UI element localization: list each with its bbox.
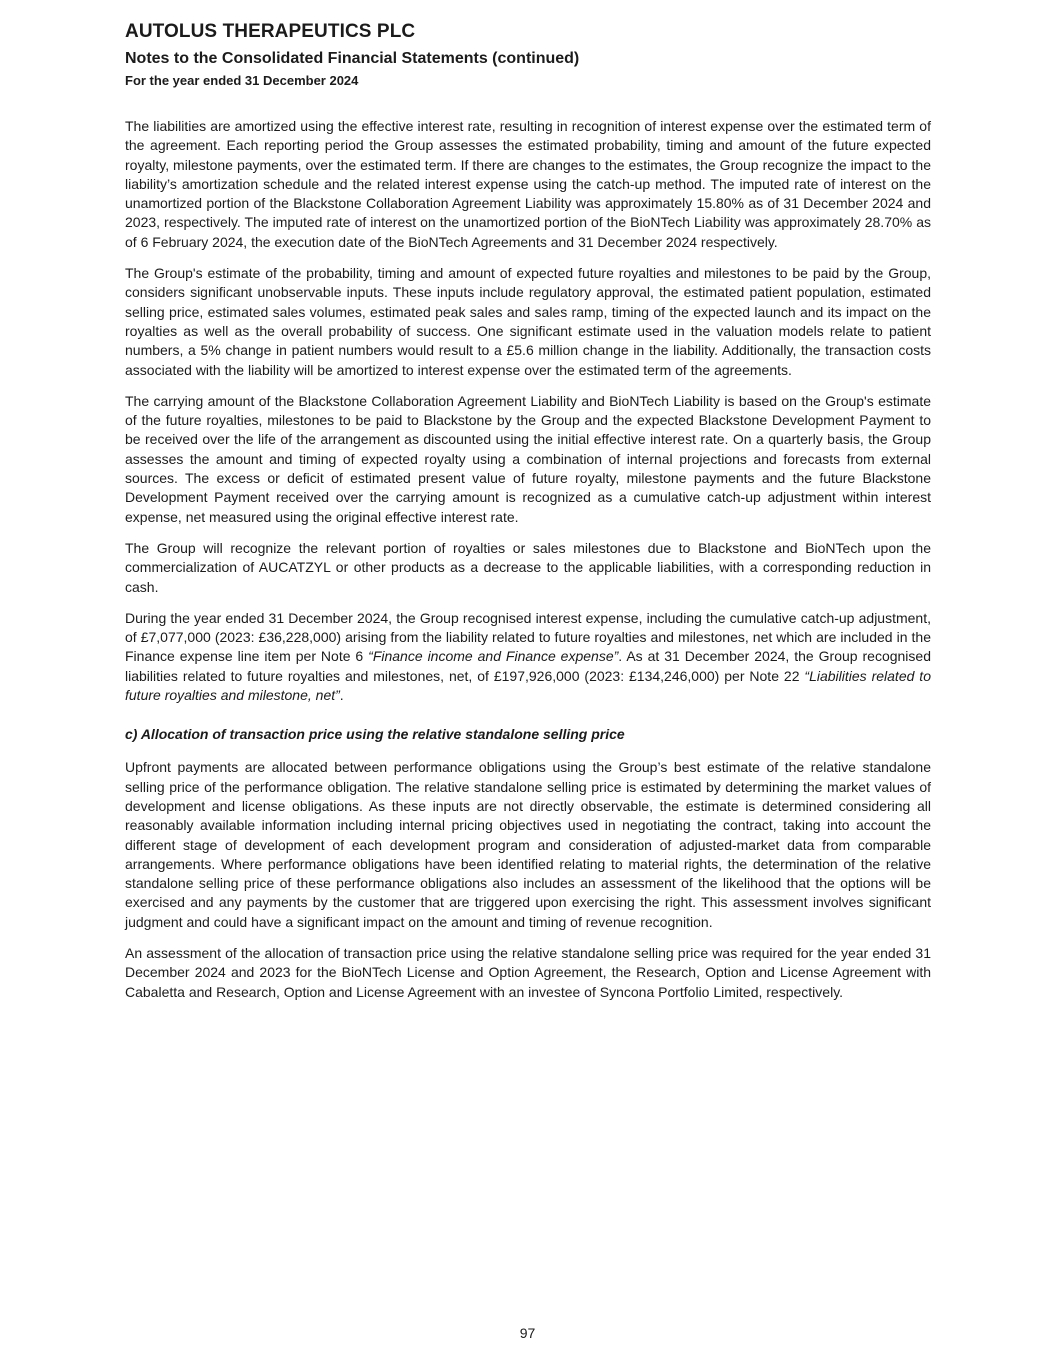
paragraph-amortization-interest-rate: The liabilities are amortized using the effective interest rate, resulting in recognition of interest expense over the estimated term of the agreement. Each reporting period the Group assesses the estimated probability, timing and amount of the future expected royalty, milestone payments, over the estimated term. If there are changes to the estimates, the Group recognize the impact to the liability’s amortization schedule and the related interest expense using the catch-up method. The imputed rate of interest on the unamortized portion of the Blackstone Collaboration Agreement Liability was approximately 15.80% as of 31 December 2024 and 2023, respectively. The imputed rate of interest on the unamortized portion of the BioNTech Liability was approximately 28.70% as of 6 February 2024, the execution date of the BioNTech Agreements and 31 December 2024 respectively. [125, 118, 931, 250]
paragraph-royalties-recognition: The Group will recognize the relevant portion of royalties or sales milestones due to Blackstone and BioNTech upon the commercialization of AUCATZYL or other products as a decrease to the applicable liabilities, with a corresponding reduction in cash. [125, 539, 931, 595]
company-name: AUTOLUS THERAPEUTICS PLC [125, 21, 416, 42]
document-body [125, 117, 931, 1002]
paragraph-unobservable-inputs: The Group's estimate of the probability, timing and amount of expected future royalties and milestones to be paid by the Group, considers significant unobservable inputs. These inputs include regulatory approval, the estimated patient population, estimated selling price, estimated sales volumes, estimated peak sales and sales ramp, timing of the expected launch and its impact on the royalties as well as the overall probability of success. One significant estimate used in the valuation models relate to patient numbers, a 5% change in patient numbers would result to a £5.6 million change in the liability. Additionally, the transaction costs associated with the liability will be amortized to interest expense over the estimated term of the agreements. [125, 265, 931, 378]
text-run: During the year ended 31 December 2024, the Group recognised interest expense, including the cumulative catch-up adjustment, of £7,077,000 (2023: £36,228,000) arising from the liability related to future royalties and milestones, net which are included in the Finance expense line item per Note 6 [125, 609, 931, 665]
page-number: 97 [519, 1325, 536, 1341]
document-subtitle: For the year ended 31 December 2024 [125, 73, 359, 88]
document-content [125, 20, 931, 1014]
section-heading-allocation: c) Allocation of transaction price using the relative standalone selling price [125, 726, 625, 743]
note22-reference: “Liabilities related to future royalties and milestone, net” [125, 667, 931, 704]
note6-reference: “Finance income and Finance expense” [368, 648, 619, 665]
text-run: . [339, 687, 344, 704]
document-header [125, 20, 931, 89]
paragraph-assessment-required: An assessment of the allocation of transaction price using the relative standalone selling price was required for the year ended 31 December 2024 and 2023 for the BioNTech License and Option Agreement, the Research, Option and License Agreement with Cabaletta and Research, Option and License Agreement with an investee of Syncona Portfolio Limited, respectively. [125, 944, 931, 1000]
text-run: . As at 31 December 2024, the Group recognised liabilities related to future royalties and milestones, net, of £197,926,000 (2023: £134,246,000) per Note 22 [125, 648, 931, 684]
page-footer [0, 1325, 1055, 1341]
paragraph-upfront-payments: Upfront payments are allocated between performance obligations using the Group’s best estimate of the relative standalone selling price of the performance obligation. The relative standalone selling price is estimated by determining the market values of development and license obligations. As these inputs are not directly observable, the estimate is determined considering all reasonably available information including internal pricing objectives used in negotiating the contract, taking into account the different stage of development of each development program and consideration of adjusted-market data from comparable arrangements. Where performance obligations have been identified relating to material rights, the determination of the relative standalone selling price of these performance obligations also includes an assessment of the likelihood that the options will be exercised and any payments by the customer that are triggered upon exercising the right. This assessment involves significant judgment and could have a significant impact on the amount and timing of revenue recognition. [125, 759, 931, 930]
paragraph-interest-expense-figures [125, 609, 931, 705]
paragraph-carrying-amount: The carrying amount of the Blackstone Collaboration Agreement Liability and BioNTech Liability is based on the Group's estimate of the future royalties, milestones to be paid to Blackstone by the Group and the expected Blackstone Development Payment to be received over the life of the arrangement as discounted using the initial effective interest rate. On a quarterly basis, the Group assesses the amount and timing of expected royalty using a combination of internal projections and forecasts from external sources. The excess or deficit of estimated present value of future royalty, milestone payments and the future Blackstone Development Payment received over the carrying amount is recognized as a cumulative catch-up adjustment within interest expense, net measured using the original effective interest rate. [125, 392, 931, 525]
document-title: Notes to the Consolidated Financial Statements (continued) [125, 50, 580, 67]
